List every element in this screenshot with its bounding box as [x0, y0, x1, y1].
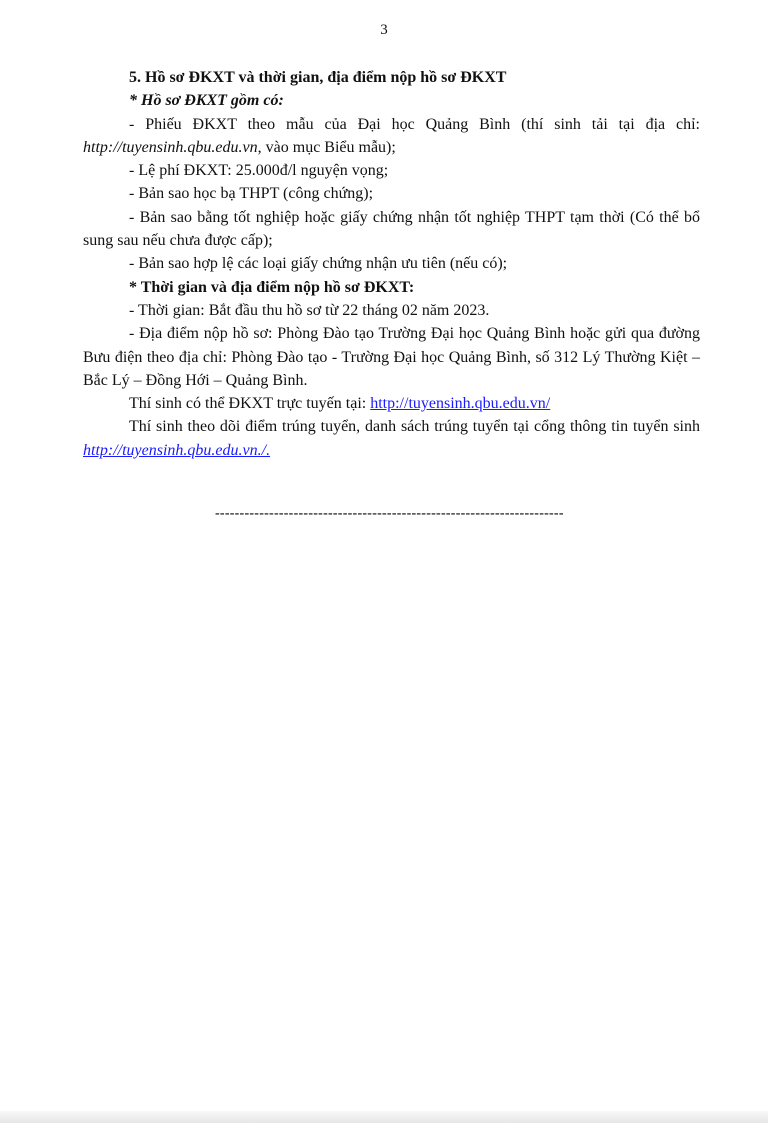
- documents-item-priority: - Bản sao hợp lệ các loại giấy chứng nhận ưu tiên (nếu có);: [129, 255, 508, 273]
- documents-item-diploma: - Bản sao bằng tốt nghiệp hoặc giấy chứng nhận tốt nghiệp THPT tạm thời (Có thể bổ sung sau nếu chưa được cấp);: [83, 208, 700, 250]
- submission-location: - Địa điểm nộp hồ sơ: Phòng Đào tạo Trường Đại học Quảng Bình hoặc gửi qua đường Bưu điện theo địa chỉ: Phòng Đào tạo - Trường Đại học Quảng Bình, số 312 Lý Thường Kiệt – Bắc Lý – Đồng Hới – Quảng Bình.: [83, 325, 700, 389]
- documents-item-transcript: - Bản sao học bạ THPT (công chứng);: [129, 185, 374, 203]
- page-number: 3: [380, 22, 388, 38]
- form-url: http://tuyensinh.qbu.edu.vn: [83, 138, 258, 156]
- results-info-link[interactable]: http://tuyensinh.qbu.edu.vn./.: [83, 441, 271, 459]
- documents-item-form: [83, 113, 700, 160]
- page-bottom-edge: [0, 1111, 768, 1123]
- submission-title: * Thời gian và địa điểm nộp hồ sơ ĐKXT:: [129, 278, 415, 296]
- documents-item-form-text: - Phiếu ĐKXT theo mẫu của Đại học Quảng Bình (thí sinh tải tại địa chỉ:: [129, 115, 700, 133]
- submission-time: - Thời gian: Bắt đầu thu hồ sơ từ 22 tháng 02 năm 2023.: [129, 301, 490, 319]
- divider-line: -----------------------------------------------------------------------: [215, 506, 564, 521]
- online-registration: [83, 392, 700, 415]
- online-registration-link[interactable]: http://tuyensinh.qbu.edu.vn/: [370, 395, 551, 413]
- document-body: [83, 66, 700, 462]
- documents-title: * Hồ sơ ĐKXT gồm có:: [129, 92, 284, 110]
- documents-item-form-suffix: , vào mục Biểu mẫu);: [257, 138, 396, 156]
- results-info: [83, 415, 700, 462]
- section-heading: 5. Hồ sơ ĐKXT và thời gian, địa điểm nộp hồ sơ ĐKXT: [129, 69, 507, 86]
- results-info-text: Thí sinh theo dõi điểm trúng tuyển, danh sách trúng tuyển tại cổng thông tin tuyển sinh: [129, 418, 700, 436]
- documents-item-fee: - Lệ phí ĐKXT: 25.000đ/l nguyện vọng;: [129, 162, 389, 180]
- online-registration-text: Thí sinh có thể ĐKXT trực tuyến tại:: [129, 395, 371, 413]
